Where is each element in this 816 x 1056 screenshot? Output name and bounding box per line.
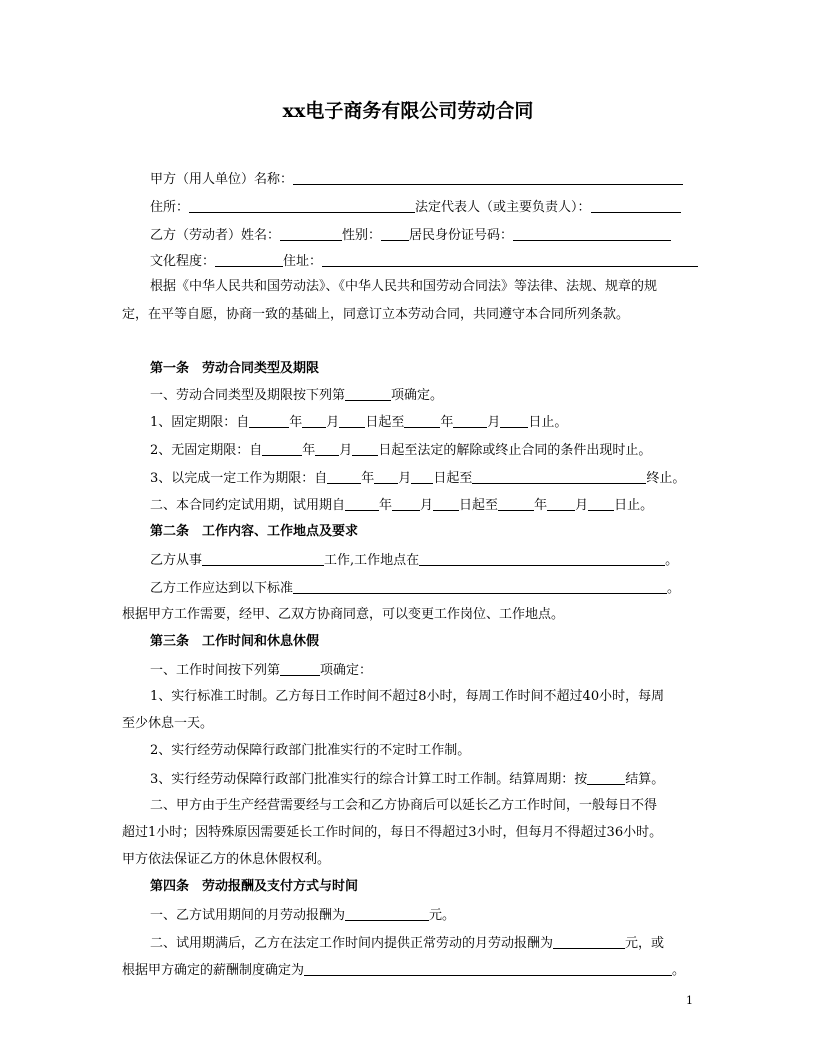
- task-day-blank[interactable]: [411, 469, 433, 484]
- party-a-name-line: [150, 170, 698, 189]
- standard-hours-line-2: 至少休息一天。: [122, 716, 214, 731]
- residence-label: 住址：: [283, 254, 323, 269]
- page-number: 1: [686, 994, 693, 1007]
- task-end-label: 终止。: [646, 471, 686, 486]
- settlement-period-blank[interactable]: [587, 770, 625, 785]
- task-month-label: 月: [398, 471, 412, 486]
- fixed-month-label: 月: [326, 415, 340, 430]
- article1-heading: 第一条 劳动合同类型及期限: [150, 361, 320, 376]
- gender-blank[interactable]: [381, 226, 409, 241]
- id-number-blank[interactable]: [513, 226, 671, 241]
- fixed-end-label: 日止。: [528, 415, 568, 430]
- probation-pay-text: 一、乙方试用期间的月劳动报酬为: [150, 908, 346, 923]
- overtime-line-2: 超过1小时；因特殊原因需要延长工作时间的，每日不得超过3小时，但每月不得超过36小时。: [122, 825, 663, 840]
- probation-pay-blank[interactable]: [345, 906, 429, 921]
- task-month-blank[interactable]: [374, 469, 398, 484]
- probation-year-label: 年: [379, 498, 393, 513]
- party-a-name-label: 甲方（用人单位）名称：: [150, 172, 294, 187]
- work-change-text: 根据甲方工作需要，经甲、乙双方协商同意，可以变更工作岗位、工作地点。: [122, 607, 565, 622]
- fixed-start-day-blank[interactable]: [339, 413, 365, 428]
- engage-label: 乙方从事: [150, 553, 203, 568]
- work-place-blank[interactable]: [419, 551, 665, 566]
- flexible-hours-line: 2、实行经劳动保障行政部门批准实行的不定时工作制。: [150, 743, 471, 758]
- task-label: 3、以完成一定工作为期限：自: [150, 471, 328, 486]
- task-year-blank[interactable]: [327, 469, 361, 484]
- article1-type-suffix: 项确定。: [391, 388, 444, 403]
- probation-month-blank[interactable]: [392, 496, 420, 511]
- comprehensive-hours-line: [150, 770, 698, 789]
- gender-label: 性别：: [342, 228, 382, 243]
- salary-system-blank[interactable]: [304, 961, 672, 976]
- article1-type-text: 一、劳动合同类型及期限按下列第: [150, 388, 346, 403]
- nonfixed-month-blank[interactable]: [315, 441, 339, 456]
- article1-type-blank[interactable]: [345, 386, 391, 401]
- salary-system-period: 。: [672, 963, 686, 978]
- education-line: [150, 252, 698, 271]
- comprehensive-hours-suffix: 结算。: [625, 772, 665, 787]
- salary-system-text: 根据甲方确定的薪酬制度确定为: [122, 963, 305, 978]
- probation-pay-unit: 元。: [429, 908, 456, 923]
- overtime-line-1: 二、甲方由于生产经营需要经与工会和乙方协商后可以延长乙方工作时间，一般每日不得: [150, 798, 658, 813]
- fixed-end-month-label: 月: [487, 415, 501, 430]
- task-from-label: 日起至: [433, 471, 473, 486]
- probation-end-month-label: 月: [575, 498, 589, 513]
- fixed-end-month-blank[interactable]: [453, 413, 487, 428]
- regular-pay-suffix: 元，或: [625, 936, 665, 951]
- nonfixed-day-blank[interactable]: [352, 441, 378, 456]
- probation-end-label: 日止。: [614, 498, 654, 513]
- rest-rights-line: 甲方依法保证乙方的休息休假权利。: [122, 852, 331, 867]
- nonfixed-label: 2、无固定期限：自: [150, 443, 263, 458]
- fixed-start-month-blank[interactable]: [302, 413, 326, 428]
- party-b-line: [150, 226, 698, 245]
- work-content-line: [150, 551, 698, 570]
- standard-hours-line-1: 1、实行标准工时制。乙方每日工作时间不超过8小时，每周工作时间不超过40小时，每周: [150, 689, 665, 704]
- work-standard-blank[interactable]: [293, 579, 667, 594]
- probation-end-year-label: 年: [534, 498, 548, 513]
- article3-type-text: 一、工作时间按下列第: [150, 663, 281, 678]
- nonfixed-end-text: 日起至法定的解除或终止合同的条件出现时止。: [378, 443, 652, 458]
- article1-type-line: [150, 386, 698, 405]
- preamble-line-1: 根据《中华人民共和国劳动法》、《中华人民共和国劳动合同法》等法律、法规、规章的规: [150, 279, 658, 294]
- work-standard-period: 。: [667, 581, 681, 596]
- party-a-name-blank[interactable]: [293, 170, 683, 185]
- nonfixed-term-line: [150, 441, 698, 460]
- work-standard-label: 乙方工作应达到以下标准: [150, 581, 294, 596]
- probation-pay-line: [150, 906, 698, 925]
- fixed-start-year-blank[interactable]: [249, 413, 289, 428]
- article3-type-line: [150, 661, 698, 680]
- address-label: 住所：: [150, 200, 190, 215]
- task-year-label: 年: [361, 471, 375, 486]
- legal-rep-label: 法定代表人（或主要负责人）：: [415, 200, 591, 215]
- probation-line: [150, 496, 698, 515]
- probation-end-month-blank[interactable]: [547, 496, 575, 511]
- work-place-period: 。: [665, 553, 679, 568]
- task-term-line: [150, 469, 698, 488]
- regular-pay-text: 二、试用期满后，乙方在法定工作时间内提供正常劳动的月劳动报酬为: [150, 936, 554, 951]
- fixed-year-label: 年: [289, 415, 303, 430]
- nonfixed-year-blank[interactable]: [262, 441, 302, 456]
- nonfixed-month-label: 月: [339, 443, 353, 458]
- article3-heading: 第三条 工作时间和休息休假: [150, 634, 320, 649]
- article2-heading: 第二条 工作内容、工作地点及要求: [150, 524, 359, 539]
- article3-type-blank[interactable]: [280, 661, 320, 676]
- probation-end-year-blank[interactable]: [498, 496, 534, 511]
- probation-from-label: 日起至: [459, 498, 499, 513]
- article4-heading: 第四条 劳动报酬及支付方式与时间: [150, 879, 359, 894]
- residence-blank[interactable]: [322, 252, 698, 267]
- work-place-label: 工作,工作地点在: [324, 553, 420, 568]
- address-blank[interactable]: [189, 198, 415, 213]
- fixed-from-label: 日起至: [365, 415, 405, 430]
- probation-month-label: 月: [420, 498, 434, 513]
- education-blank[interactable]: [215, 252, 283, 267]
- fixed-term-label: 1、固定期限：自: [150, 415, 250, 430]
- party-b-name-label: 乙方（劳动者）姓名：: [150, 228, 281, 243]
- fixed-end-year-blank[interactable]: [404, 413, 440, 428]
- job-blank[interactable]: [202, 551, 324, 566]
- education-label: 文化程度：: [150, 254, 216, 269]
- address-line: [150, 198, 698, 217]
- preamble-line-2: 定，在平等自愿，协商一致的基础上，同意订立本劳动合同，共同遵守本合同所列条款。: [122, 307, 630, 322]
- task-end-blank[interactable]: [472, 469, 646, 484]
- probation-end-day-blank[interactable]: [588, 496, 614, 511]
- document-title: xx电子商务有限公司劳动合同: [282, 100, 534, 122]
- article3-type-suffix: 项确定：: [320, 663, 373, 678]
- fixed-end-year-label: 年: [440, 415, 454, 430]
- party-b-name-blank[interactable]: [280, 226, 342, 241]
- fixed-term-line: [150, 413, 698, 432]
- regular-pay-line: [150, 934, 698, 953]
- id-number-label: 居民身份证号码：: [409, 228, 514, 243]
- probation-year-blank[interactable]: [345, 496, 379, 511]
- legal-rep-blank[interactable]: [591, 198, 681, 213]
- regular-pay-blank[interactable]: [553, 934, 625, 949]
- salary-system-line: [122, 961, 698, 980]
- probation-label: 二、本合同约定试用期，试用期自: [150, 498, 346, 513]
- nonfixed-year-label: 年: [302, 443, 316, 458]
- comprehensive-hours-text: 3、实行经劳动保障行政部门批准实行的综合计算工时工作制。结算周期：按: [150, 772, 588, 787]
- work-standard-line: [150, 579, 698, 598]
- probation-day-blank[interactable]: [433, 496, 459, 511]
- fixed-end-day-blank[interactable]: [500, 413, 528, 428]
